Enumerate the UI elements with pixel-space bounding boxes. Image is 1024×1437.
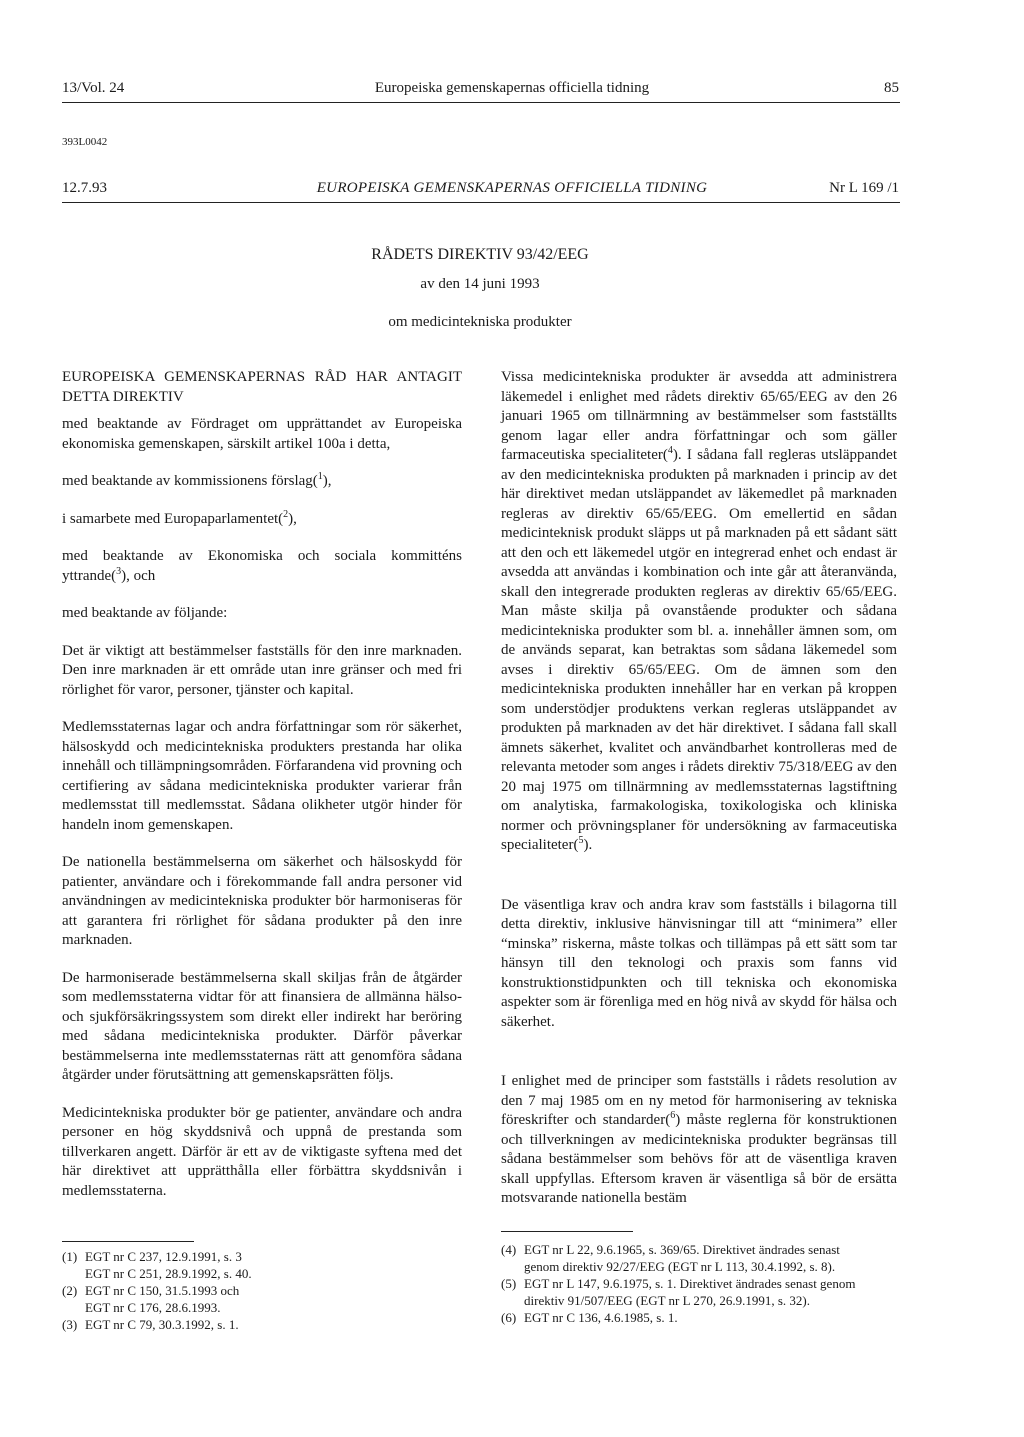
footnote-ref-2[interactable]: 2 (283, 508, 289, 520)
recital-1: Det är viktigt att bestämmelser fastställs för den inre marknaden. Den inre marknaden är ett område utan inre gränser och med fri rörlighet för varor, personer, tjänster och kapital. (62, 642, 462, 698)
citation-whereas: med beaktande av följande: (62, 605, 228, 621)
recital-6: Vissa medicintekniska produkter är avsedda att administrera läkemedel i enlighet med rådets direktiv 65/65/EEG av den 26 januari 1965 om tillnärmning av bestämmelser som fastställts genom lagar eller andra författningar och som gäller farmaceutiska specialiteter($^4$). I sådana fall regleras utsläppandet av den medicintekniska produkten på marknaden i princip av det här direktivet medan utsläppandet av läkemedlet på marknaden regleras av direktiv 65/65/EEG. Om emellertid en sådan medicinteknisk produkt släpps ut på marknaden på ett sådant sätt att den och ett läkemedel utgör en integrerad enhet och endast är avsedda att användas i kombination och inte går att återanvända, skall den integrerade produkten regleras av direktiv 65/65/EEG. Man måste skilja på ovanstående produkter och sådana medicintekniska produkter som bl. a. innehåller ämnen som, om de används separat, kan betraktas som sådana läkemedel som avses i direktiv 65/65/EEG. Om de ämnen som den medicintekniska produkten innehåller har en verkan på kroppen som understödjer produktens verkan regleras utsläppandet av produkten på marknaden av det här direktivet. I sådana fall skall ämnets säkerhet, kvalitet och användbarhet kontrolleras med de relevanta metoder som anges i rådets direktiv 75/318/EEG av den 20 maj 1975 om tillnärmning av medlemsstaternas lagstiftning om analytiska, farmakologiska, toxikologiska och kliniska normer och prövningsplaner för undersökning av farmaceutiska specialiteter($^5$). (501, 369, 897, 853)
recital-3: De nationella bestämmelserna om säkerhet och hälsoskydd för patienter, användare och i förekommande fall andra personer vid användningen av medicintekniska produkter bör harmoniseras för att garantera fri rörlighet för sådana produkter på den inre marknaden. (62, 854, 462, 948)
header-rule (62, 102, 900, 103)
footnote-ref-1[interactable]: 1 (317, 471, 323, 482)
footnotes-right (501, 1241, 855, 1326)
footnote-line: (2) EGT nr C 150, 31.5.1993 och (62, 1283, 240, 1298)
footnote-line: genom direktiv 92/27/EEG (EGT nr L 113, 30.4.1992, s. 8). (524, 1259, 836, 1274)
citation-committee: med beaktande av Ekonomiska och sociala kommitténs yttrande($^3$), och (62, 548, 462, 584)
recital-7: De väsentliga krav och andra krav som fastställs i bilagorna till detta direktiv, inklusive hänvisningar till att “minimera” eller “minska” riskerna, måste tolkas och tillämpas på ett sätt som tar hänsyn till den teknologi och praxis som fanns vid konstruktionstidpunkten och till tekniska och ekonomiska aspekter som är förenliga med en hög nivå av skydd för hälsa och säkerhet. (501, 896, 897, 1030)
oj-title: EUROPEISKA GEMENSKAPERNAS OFFICIELLA TIDNING (316, 180, 708, 196)
footnote-line: direktiv 91/507/EEG (EGT nr L 270, 26.9.1991, s. 32). (524, 1293, 810, 1308)
footnote-rule-right (501, 1231, 633, 1232)
footnote-line: EGT nr C 251, 28.9.1992, s. 40. (85, 1266, 252, 1281)
oj-number: Nr L 169 /1 (829, 180, 899, 196)
recital-4: De harmoniserade bestämmelserna skall skiljas från de åtgärder som medlemsstaterna vidtar för att finansiera de allmänna hälso- och sjukförsäkringssystem som direkt eller indirekt har beröring med sådana medicintekniska produkter. Därför påverkar bestämmelserna inte medlemsstaternas rätt att genomföra sådana åtgärder under förutsättning att gemenskapsrätten följs. (62, 969, 462, 1083)
footnote-ref-5[interactable]: 5 (578, 835, 584, 846)
document-reference: 393L0042 (62, 136, 108, 148)
directive-title: RÅDETS DIREKTIV 93/42/EEG (371, 246, 589, 263)
oj-date: 12.7.93 (62, 180, 107, 196)
footnote-rule-left (62, 1241, 194, 1242)
running-header-page: 85 (884, 80, 899, 96)
footnote-ref-4[interactable]: 4 (667, 445, 673, 456)
enacting-heading: EUROPEISKA GEMENSKAPERNAS RÅD HAR ANTAGIT DETTA DIREKTIV (62, 369, 462, 405)
running-header-title: Europeiska gemenskapernas officiella tidning (374, 80, 650, 96)
footnote-line: (3) EGT nr C 79, 30.3.1992, s. 1. (62, 1317, 239, 1332)
citation-parliament: i samarbete med Europaparlamentet($^2$), (62, 508, 297, 527)
oj-header-rule (62, 202, 900, 203)
footnote-line: (4) EGT nr L 22, 9.6.1965, s. 369/65. Direktivet ändrades senast (501, 1242, 840, 1257)
footnote-line: (6) EGT nr C 136, 4.6.1985, s. 1. (501, 1310, 678, 1325)
directive-date: av den 14 juni 1993 (420, 276, 540, 292)
left-column (62, 368, 462, 1219)
citation-treaty: med beaktande av Fördraget om upprättandet av Europeiska ekonomiska gemenskapen, särskilt artikel 100a i detta, (62, 416, 462, 452)
footnote-ref-3[interactable]: 3 (116, 565, 122, 577)
footnote-line: (5) EGT nr L 147, 9.6.1975, s. 1. Direktivet ändrades senast genom (501, 1276, 856, 1291)
footnote-ref-6[interactable]: 6 (670, 1110, 676, 1121)
directive-subject: om medicintekniska produkter (388, 314, 572, 330)
recital-8: I enlighet med de principer som fastställs i rådets resolution av den 7 maj 1985 om en ny metod för harmonisering av tekniska föreskrifter och standarder($^6$) måste reglerna för konstruktionen och tillverkningen av medicintekniska produkter begränsas till sådana bestämmelser som behövs för att de väsentliga kraven skall uppfyllas. Eftersom kraven är väsentliga så bör de ersätta motsvarande nationella bestäm (501, 1073, 897, 1206)
recital-5: Medicintekniska produkter bör ge patienter, användare och andra personer en hög skyddsnivå och uppnå de prestanda som tillverkaren angett. Därför är ett av de viktigaste syftena med det här direktivet att upprätthålla eller förbättra skyddsnivån i medlemsstaterna. (62, 1104, 462, 1199)
footnote-line: (1) EGT nr C 237, 12.9.1991, s. 3 (62, 1249, 242, 1264)
citation-commission: med beaktande av kommissionens förslag($^1$), (62, 471, 332, 489)
footnotes-left (62, 1248, 252, 1333)
right-column (501, 368, 897, 1227)
footnote-line: EGT nr C 176, 28.6.1993. (85, 1300, 221, 1315)
recital-2: Medlemsstaternas lagar och andra författningar som rör säkerhet, hälsoskydd och medicintekniska produkters prestanda har olika innehåll och tillämpningsområden. Förfarandena vid provning och certifiering av sådana medicintekniska produkter varierar från medlemsstat till medlemsstat. Sådana olikheter utgör hinder för handeln inom gemenskapen. (62, 719, 462, 833)
running-header-volume: 13/Vol. 24 (62, 80, 125, 96)
